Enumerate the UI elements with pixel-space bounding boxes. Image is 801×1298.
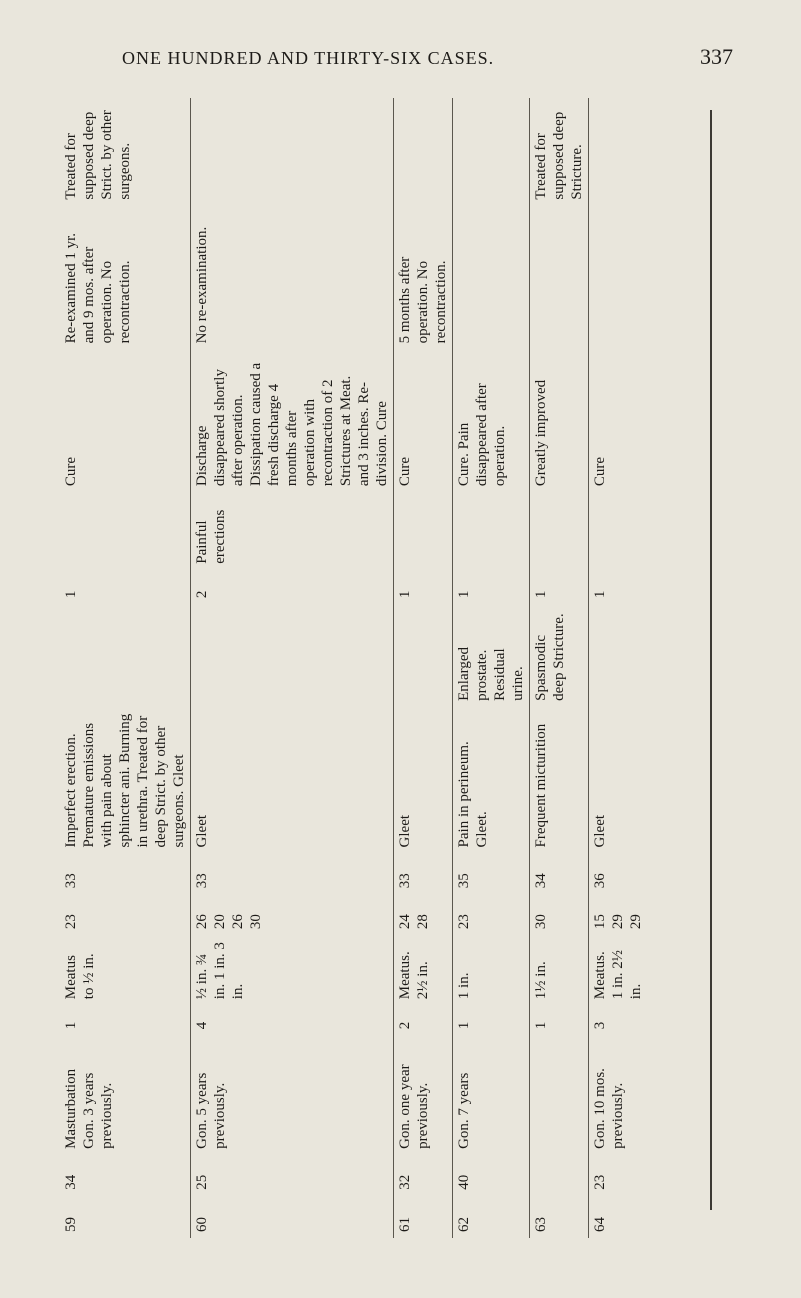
cell-case-no: 63 [530,1196,589,1238]
cell-duration2: 36 [589,853,648,894]
rotated-table-wrapper [60,98,700,1238]
cell-age: 40 [453,1155,530,1196]
cell-location: Meatus. 2½ in. [394,935,453,1005]
cell-duration: 24 28 [394,894,453,935]
cell-reexamination: 5 months after operation. No recontraction. [394,206,453,350]
cell-duration: 30 [530,894,589,935]
cell-reexamination: No re-examination. [191,206,394,350]
cell-remarks [394,98,453,206]
cell-remarks [589,98,648,206]
cell-duration: 26 20 26 30 [191,894,394,935]
cell-duration: 15 29 29 [589,894,648,935]
table-row [191,98,394,1238]
cell-num-strictures: 1 [453,1005,530,1035]
cell-sittings: 1 [394,570,453,604]
cell-age: 32 [394,1155,453,1196]
table-row [589,98,648,1238]
cell-case-no: 60 [191,1196,394,1238]
cell-case-no: 62 [453,1196,530,1238]
cell-duration2: 33 [394,853,453,894]
cell-duration: 23 [63,914,79,930]
cell-duration2: 33 [63,873,79,889]
cell-location: Meatus. 1 in. 2½ in. [589,935,648,1005]
cell-complications [394,604,453,707]
cell-duration: 23 [453,894,530,935]
cell-complications [589,604,648,707]
table-row [394,98,453,1238]
cell-history: Gon. one year previously. [394,1035,453,1155]
cell-remarks: Treated for supposed deep Stricture. [530,98,589,206]
cell-remarks: Treated for supposed deep Strict. by other surgeons. [63,110,133,200]
cell-age [530,1155,589,1196]
cell-num-strictures: 2 [394,1005,453,1035]
cell-complications [60,604,191,707]
cell-complaint: Painful erections [191,492,394,570]
cell-history: Gon. 10 mos. previously. [589,1035,648,1155]
cell-symptoms: Gleet [394,707,453,854]
cell-num-strictures: 1 [530,1005,589,1035]
cell-complications: Spasmodic deep Stricture. [530,604,589,707]
cell-location: Meatus to ½ in. [63,953,97,1000]
cell-location: 1 in. [453,935,530,1005]
cell-age: 34 [63,1174,79,1190]
cell-symptoms: Gleet [589,707,648,854]
table-row [60,98,191,1238]
table-row [453,98,530,1238]
cell-history: Gon. 7 years [453,1035,530,1155]
cell-sittings: 1 [453,570,530,604]
cell-complaint [60,492,191,570]
cell-complaint [394,492,453,570]
running-title: ONE HUNDRED AND THIRTY-SIX CASES. [122,48,495,68]
cell-result: Discharge disappeared shortly after operation. Dissipation caused a fresh discharge 4 months after operation with recontraction of 2 Strictures at Meat. and 3 inches. Re-division. Cure [191,349,394,492]
cell-result: Cure. Pain disappeared after operation. [453,349,530,492]
cases-table [60,98,647,1238]
cell-complaint [589,492,648,570]
cell-reexamination [453,206,530,350]
cell-duration2: 34 [530,853,589,894]
cell-complications: Enlarged prostate. Residual urine. [453,604,530,707]
cell-num-strictures: 4 [191,1005,394,1035]
cell-complications [191,604,394,707]
cell-complaint [530,492,589,570]
cell-reexamination: Re-examined 1 yr. and 9 mos. after operation. No recontraction. [63,233,133,344]
page-header [0,40,801,80]
cell-num-strictures: 3 [589,1005,648,1035]
cell-symptoms: Imperfect erection. Premature emissions with pain about sphincter ani. Burning in urethra. Treated for deep Strict. by other surgeons. Gleet [63,713,187,848]
cell-history: Gon. 5 years previously. [191,1035,394,1155]
cell-num-strictures: 1 [63,1021,79,1030]
cell-remarks [453,98,530,206]
cell-symptoms: Pain in perineum. Gleet. [453,707,530,854]
cell-history: Masturbation Gon. 3 years previously. [63,1068,115,1149]
cell-symptoms: Frequent micturition [530,707,589,854]
column-rule [710,110,712,1210]
cell-sittings: 1 [530,570,589,604]
cell-history [530,1035,589,1155]
cell-location: 1½ in. [530,935,589,1005]
cell-case-no: 59 [63,1217,79,1232]
cell-case-no: 61 [394,1196,453,1238]
cell-complaint [453,492,530,570]
cell-reexamination [530,206,589,350]
cell-location: ½ in. ¾ in. 1 in. 3 in. [191,935,394,1005]
cell-case-no: 64 [589,1196,648,1238]
cell-age: 23 [589,1155,648,1196]
cell-age: 25 [191,1155,394,1196]
cell-result: Cure [394,349,453,492]
cell-result: Cure [589,349,648,492]
cell-symptoms: Gleet [191,707,394,854]
cell-sittings: 1 [63,590,79,599]
cell-duration2: 35 [453,853,530,894]
page-number: 337 [700,44,733,69]
table-row [530,98,589,1238]
cell-remarks [191,98,394,206]
cell-reexamination [589,206,648,350]
cell-duration2: 33 [191,853,394,894]
cell-sittings: 1 [589,570,648,604]
cell-sittings: 2 [191,570,394,604]
cell-result: Cure [63,456,79,487]
cell-result: Greatly improved [530,349,589,492]
